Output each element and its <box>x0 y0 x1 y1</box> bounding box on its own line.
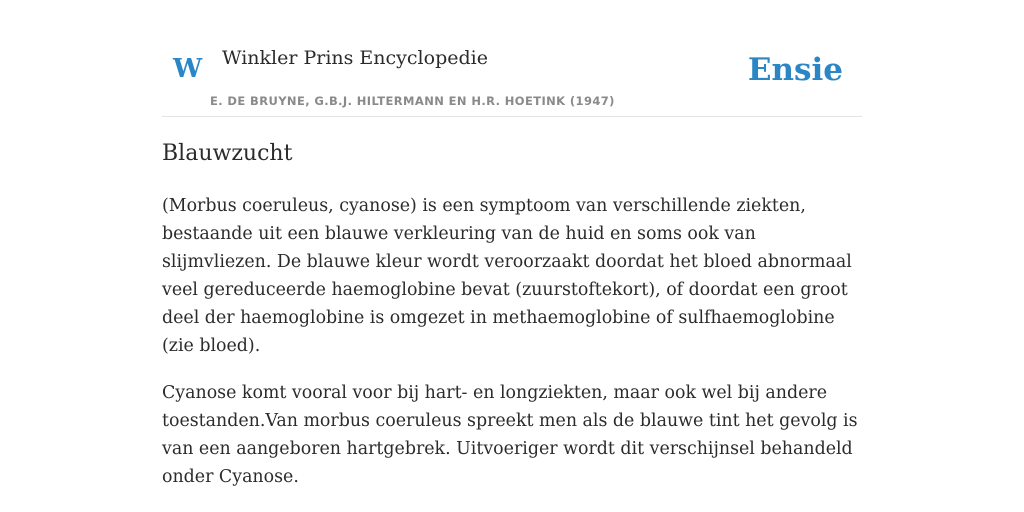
article-paragraph: (Morbus coeruleus, cyanose) is een symptoom van verschillende ziekten, bestaande uit een blauwe verkleuring van de huid en soms ook van slijmvliezen. De blauwe kleur wordt veroorzaakt doordat het bloed abnormaal veel gereduceerde haemoglobine bevat (zuurstoftekort), of doordat een groot deel der haemoglobine is omgezet in methaemoglobine of sulfhaemoglobine (zie bloed). <box>162 196 852 356</box>
article-body <box>162 192 862 510</box>
article-title: Blauwzucht <box>162 141 293 166</box>
brand-logo-link[interactable]: Ensie <box>747 52 843 88</box>
encyclopedia-title[interactable]: Winkler Prins Encyclopedie <box>222 47 488 69</box>
authors-line: E. DE BRUYNE, G.B.J. HILTERMANN EN H.R. HOETINK (1947) <box>210 94 615 108</box>
encyclopedia-logo[interactable]: W <box>173 54 203 84</box>
page-container <box>162 0 862 487</box>
article-paragraph: Cyanose komt vooral voor bij hart- en longziekten, maar ook wel bij andere toestanden.Van morbus coeruleus spreekt men als de blauwe tint het gevolg is van een aangeboren hartgebrek. Uitvoeriger wordt dit verschijnsel behandeld onder Cyanose. <box>162 383 858 487</box>
header <box>162 0 862 117</box>
